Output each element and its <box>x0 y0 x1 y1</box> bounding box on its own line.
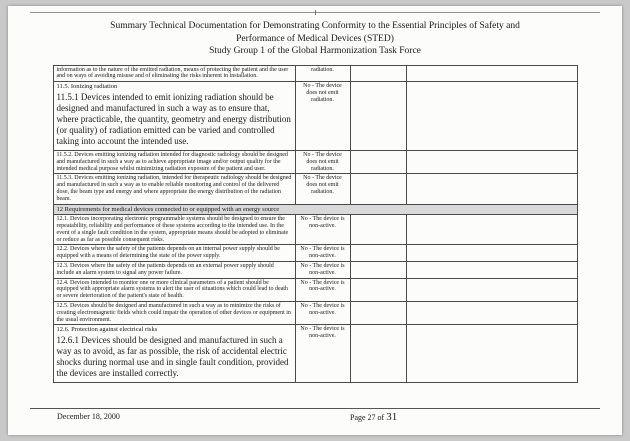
footer-page-prefix: Page 27 of <box>350 413 387 422</box>
header-tick <box>315 10 316 15</box>
document-page <box>8 6 622 435</box>
requirement-cell <box>54 151 296 173</box>
section-heading-cell <box>54 205 577 215</box>
conformity-answer: No - The device is non-active. <box>300 216 345 229</box>
requirement-cell <box>54 279 296 301</box>
footer-page-total: 31 <box>386 411 398 423</box>
requirement-cell <box>54 82 296 150</box>
requirement-text-large: 11.5.1 Devices intended to emit ionizing radiation should be designed and manufactured in such a way as to ensure that, where practicable, the quantity, geometry and energy distribution (or quality) of radiation emitted can be varied and controlled taking into account the intended use. <box>56 92 291 147</box>
table-row-12-6 <box>54 325 577 382</box>
title-line-1: Summary Technical Documentation for Demonstrating Conformity to the Essential Principles of Safety and <box>110 21 520 31</box>
requirement-cell <box>54 66 296 82</box>
clause-heading: 12.6. Protection against electrical risks <box>56 326 158 334</box>
requirement-cell <box>54 245 296 261</box>
answer-cell <box>296 151 351 173</box>
requirement-text: 11.5.2. Devices emitting ionizing radiation intended for diagnostic radiology should be designed and manufactured in such a way as to achieve appropriate image and/or output quality for the intended medical purpose whilst minimizing radiation exposure of the patient and user. <box>56 152 288 172</box>
requirement-text: 12.4. Devices intended to monitor one or more clinical parameters of a patient should be equipped with appropriate alarm systems to alert the user of situations which could lead to death or severe deterioration of the patient's state of health. <box>56 279 288 300</box>
answer-cell <box>296 325 351 382</box>
table-row-12-5 <box>54 302 577 325</box>
page-footer <box>30 408 600 425</box>
requirement-text: 12.1. Devices incorporating electronic programmable systems should be designed to ensure the repeatability, reliability and performance of these systems according to the intended use. In the event of a single fault condition in the system, appropriate means should be adopted to eliminate or reduce as far as possible consequent risks. <box>56 216 289 243</box>
requirement-cell <box>54 174 296 203</box>
method-cell <box>351 325 407 382</box>
requirement-cell <box>54 262 296 278</box>
essential-principles-table <box>53 65 578 384</box>
answer-cell <box>296 262 351 278</box>
method-cell <box>351 245 407 261</box>
conformity-answer: No - The device is non-active. <box>300 262 345 276</box>
method-cell <box>351 151 407 173</box>
answer-cell <box>296 302 351 324</box>
table-row-11-5-3 <box>54 174 577 204</box>
documents-cell <box>407 215 577 244</box>
method-cell <box>351 302 407 324</box>
title-line-3: Study Group 1 of the Global Harmonization Task Force <box>209 46 421 56</box>
answer-cell <box>296 245 351 261</box>
table-row-11-5 <box>54 82 577 151</box>
method-cell <box>351 174 407 203</box>
table-section-row-12 <box>54 205 577 216</box>
documents-cell <box>407 174 577 203</box>
section-heading: 12 Requirements for medical devices connected to or equipped with an energy source <box>56 205 280 213</box>
answer-cell <box>296 82 351 150</box>
table-row-11-5-2 <box>54 151 577 174</box>
documents-cell <box>407 262 577 278</box>
requirement-text: 11.5.3. Devices emitting ionizing radiation, intended for therapeutic radiology should be designed and manufactured in such a way as to enable reliable monitoring and control of the delivered dose, the beam type and energy and where appropriate the energy distribution of the radiation beam. <box>56 175 292 202</box>
conformity-answer: No - The device is non-active. <box>300 246 345 260</box>
method-cell <box>351 215 407 244</box>
requirement-text: 12.5. Devices should be designed and manufactured in such a way as to minimize the risks of creating electromagnetic fields which could impair the operation of other devices or equipment in the usual environment. <box>56 302 291 323</box>
answer-cell <box>296 279 351 301</box>
method-cell <box>351 66 407 82</box>
requirement-text-large: 12.6.1 Devices should be designed and manufactured in such a way as to avoid, as far as possible, the risk of accidental electric shocks during normal use and in single fault condition, provided the devices are installed correctly. <box>56 335 289 379</box>
title-line-2: Performance of Medical Devices (STED) <box>236 33 394 44</box>
documents-cell <box>407 245 577 261</box>
requirement-text: 12.2. Devices where the safety of the patients depends on an internal power supply should be equipped with a means of determining the state of the power supply. <box>56 246 280 260</box>
documents-cell <box>407 279 577 301</box>
method-cell <box>351 262 407 278</box>
table-row-12-1 <box>54 215 577 245</box>
documents-cell <box>407 325 577 382</box>
footer-page-number <box>350 411 397 423</box>
conformity-answer: No - The device is non-active. <box>300 279 345 293</box>
conformity-answer: No - The device does not emit radiation. <box>303 83 342 103</box>
conformity-answer: No - The device does not emit radiation. <box>303 175 342 196</box>
requirement-text: 12.3. Devices where the safety of the patients depends on an external power supply should include an alarm system to signal any power failure. <box>56 262 274 276</box>
requirement-text: information as to the nature of the emitted radiation, means of protecting the patient and the user and on ways of avoiding misuse and of eliminating the risks inherent in installation. <box>56 66 289 80</box>
answer-cell <box>296 174 351 203</box>
footer-date: December 18, 2000 <box>57 412 120 421</box>
documents-cell <box>407 151 577 173</box>
method-cell <box>351 82 407 150</box>
table-row-12-3 <box>54 262 577 279</box>
requirement-cell <box>54 325 296 382</box>
method-cell <box>351 279 407 301</box>
document-title <box>8 20 622 58</box>
table-row-12-4 <box>54 279 577 302</box>
requirement-cell <box>54 302 296 324</box>
conformity-answer: radiation. <box>311 66 334 73</box>
documents-cell <box>407 82 577 150</box>
clause-heading: 11.5. Ionizing radiation <box>56 83 118 91</box>
conformity-answer: No - The device is non-active. <box>300 302 345 316</box>
answer-cell <box>296 215 351 244</box>
conformity-answer: No - The device is non-active. <box>300 326 345 340</box>
answer-cell <box>296 66 351 82</box>
requirement-cell <box>54 215 296 244</box>
table-row-continuation <box>54 66 577 83</box>
documents-cell <box>407 302 577 324</box>
table-row-12-2 <box>54 245 577 262</box>
documents-cell <box>407 66 577 82</box>
conformity-answer: No - The device does not emit radiation. <box>303 152 342 172</box>
